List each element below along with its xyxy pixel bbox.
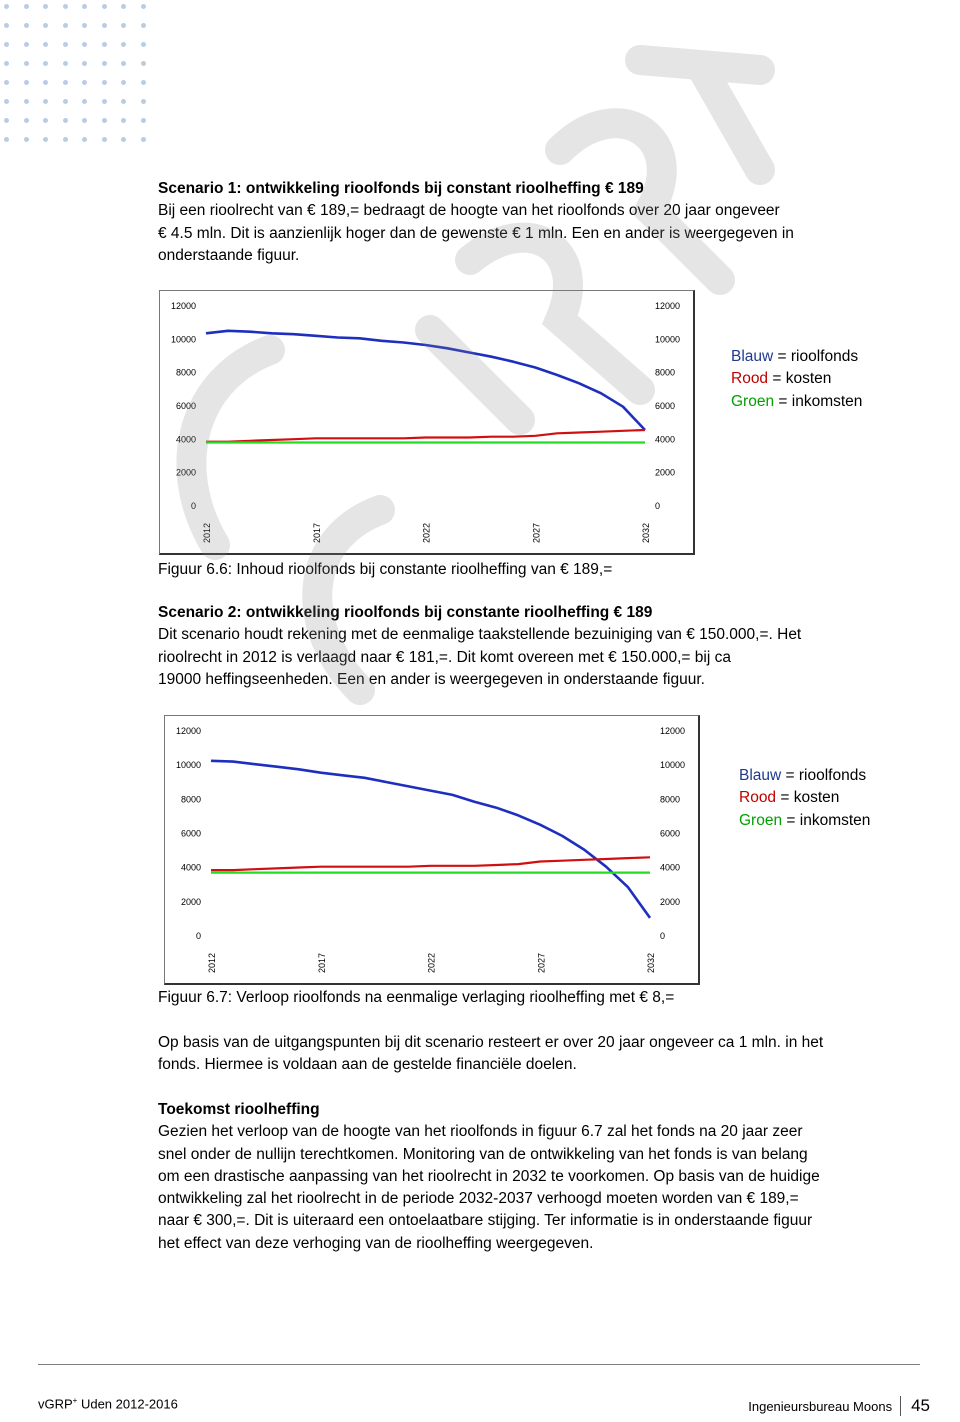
dot (141, 118, 146, 123)
legend-green (739, 810, 870, 832)
scenario-1-line: € 4.5 mln. Dit is aanzienlijk hoger dan de gewenste € 1 mln. Een en ander is weergegeven in (158, 224, 794, 242)
dot (24, 42, 29, 47)
footer-doc-suffix: Uden 2012-2016 (77, 1396, 178, 1412)
x-tick-label: 2032 (646, 952, 656, 973)
toekomst-line: naar € 300,=. Dit is uiteraard een ontoelaatbare stijging. Ter informatie is in onderstaande figuur (158, 1212, 813, 1230)
y-tick-label: 8000 (180, 794, 201, 805)
legend-blue-text: = rioolfonds (781, 767, 867, 784)
dot (82, 42, 87, 47)
series-line-blue (206, 331, 645, 430)
conclusion-line: Op basis van de uitgangspunten bij dit scenario resteert er over 20 jaar ongeveer ca 1 mln. in het (158, 1034, 824, 1051)
scenario-2-line: rioolrecht in 2012 is verlaagd naar € 181,=. Dit komt overeen met € 150.000,= bij ca (158, 648, 731, 666)
scenario-1-line: onderstaande figuur. (158, 246, 300, 264)
conclusion-line: fonds. Hiermee is voldaan aan de gestelde financiële doelen. (158, 1056, 577, 1074)
dot (121, 99, 126, 104)
dot (43, 4, 48, 9)
watermark-stroke (640, 60, 760, 170)
scenario-1-text (158, 178, 888, 267)
dot (4, 80, 9, 85)
dot (102, 118, 107, 123)
y-tick-label-right: 2000 (660, 896, 681, 907)
y-tick-label: 2000 (175, 467, 196, 478)
x-tick-label: 2022 (421, 522, 432, 543)
scenario-2-heading: Scenario 2: ontwikkeling rioolfonds bij constante rioolheffing € 189 (158, 604, 653, 621)
y-tick-label-right: 0 (655, 501, 661, 511)
y-tick-label: 12000 (175, 726, 201, 736)
legend-red-text: = kosten (776, 789, 840, 807)
y-tick-label-right: 8000 (655, 367, 676, 378)
y-tick-label-right: 4000 (655, 434, 676, 445)
dot (24, 61, 29, 66)
x-tick-label: 2032 (641, 522, 651, 543)
y-tick-label: 2000 (180, 896, 201, 907)
legend-blue-word: Blauw (739, 767, 782, 784)
legend-green-word: Groen (731, 392, 775, 410)
footer-rule (38, 1364, 920, 1365)
scenario-2-line: 19000 heffingseenheden. Een en ander is weergegeven in onderstaande figuur. (158, 670, 705, 688)
dot (141, 137, 146, 142)
chart-figure-6-6 (159, 290, 695, 555)
series-line-blue (211, 761, 650, 918)
y-tick-label-right: 8000 (660, 794, 681, 805)
toekomst-heading: Toekomst rioolheffing (158, 1101, 320, 1118)
y-tick-label: 0 (195, 931, 201, 941)
dot (4, 118, 9, 123)
dot (24, 99, 29, 104)
toekomst-line: snel onder de nullijn terechtkomen. Monitoring van de ontwikkeling van het fonds is van belang (158, 1145, 808, 1163)
page-number: 45 (911, 1396, 930, 1415)
legend-blue-text: = rioolfonds (773, 348, 859, 365)
y-tick-label: 10000 (175, 760, 201, 771)
dot (82, 23, 87, 28)
x-tick-label: 2022 (426, 952, 437, 973)
y-tick-label-right: 6000 (655, 401, 676, 411)
legend-red-word: Rood (731, 370, 769, 388)
toekomst-line: ontwikkeling zal het rioolrecht in de periode 2032-2037 verhoogd moeten worden van € 189,= (158, 1190, 799, 1208)
dot (141, 42, 146, 47)
footer-separator (900, 1396, 901, 1416)
series-line-red (206, 430, 645, 442)
dot (141, 23, 146, 28)
scenario-1-line: Bij een rioolrecht van € 189,= bedraagt de hoogte van het rioolfonds over 20 jaar ongeveer (158, 202, 780, 220)
dot (82, 80, 87, 85)
conclusion-text (158, 1032, 888, 1077)
chart-legend (739, 765, 870, 832)
y-tick-label: 10000 (170, 334, 196, 345)
legend-blue-word: Blauw (731, 348, 774, 365)
toekomst-line: om een drastische aanpassing van het rioolrecht in 2032 te voorkomen. Op basis van de huidige (158, 1167, 820, 1185)
y-tick-label-right: 12000 (660, 726, 686, 736)
dot (141, 4, 146, 9)
dot (63, 80, 68, 85)
legend-green (731, 391, 862, 413)
legend-red (739, 787, 870, 809)
dot (63, 99, 68, 104)
dot (121, 42, 126, 47)
dot (102, 42, 107, 47)
y-tick-label-right: 10000 (660, 760, 686, 771)
dot (121, 80, 126, 85)
dot (82, 137, 87, 142)
dot (102, 4, 107, 9)
figure-6-7-caption: Figuur 6.7: Verloop rioolfonds na eenmalige verlaging rioolheffing met € 8,= (158, 989, 675, 1006)
footer-right (748, 1396, 930, 1416)
x-tick-label: 2017 (311, 522, 322, 543)
y-tick-label-right: 4000 (660, 862, 681, 873)
dot (102, 80, 107, 85)
dot (43, 23, 48, 28)
dot (121, 23, 126, 28)
legend-green-text: = inkomsten (774, 392, 863, 410)
y-tick-label: 8000 (175, 367, 196, 378)
dot (24, 137, 29, 142)
y-tick-label-right: 12000 (655, 301, 681, 311)
legend-red-word: Rood (739, 789, 777, 807)
dot (4, 42, 9, 47)
y-tick-label-right: 6000 (660, 828, 681, 839)
legend-blue (731, 346, 862, 368)
dot (43, 80, 48, 85)
x-tick-label: 2017 (316, 952, 327, 973)
dot (63, 42, 68, 47)
footer-company: Ingenieursbureau Moons (748, 1398, 893, 1414)
y-tick-label-right: 2000 (655, 467, 676, 478)
dot (82, 61, 87, 66)
x-tick-label: 2027 (531, 522, 542, 543)
dot (43, 42, 48, 47)
chart-svg (160, 291, 693, 553)
dot (102, 23, 107, 28)
dot (141, 61, 146, 66)
y-tick-label-right: 10000 (655, 334, 681, 345)
dot (82, 118, 87, 123)
figure-6-6-caption: Figuur 6.6: Inhoud rioolfonds bij constante rioolheffing van € 189,= (158, 561, 613, 578)
legend-red (731, 368, 862, 390)
series-line-red (211, 857, 650, 870)
y-tick-label: 6000 (180, 828, 201, 839)
dot (24, 118, 29, 123)
x-tick-label: 2027 (536, 952, 547, 973)
y-tick-label: 4000 (175, 434, 196, 445)
dot (24, 23, 29, 28)
y-tick-label: 12000 (170, 301, 196, 311)
y-tick-label: 6000 (175, 401, 196, 411)
dot (4, 137, 9, 142)
footer-doc-prefix: vGRP (38, 1396, 73, 1412)
y-tick-label: 0 (190, 501, 196, 511)
dot (63, 137, 68, 142)
dot (63, 23, 68, 28)
dot (24, 4, 29, 9)
y-tick-label-right: 0 (660, 931, 666, 941)
dot (43, 137, 48, 142)
chart-svg (165, 716, 698, 983)
toekomst-line: Gezien het verloop van de hoogte van het rioolfonds in figuur 6.7 zal het fonds na 20 jaar zeer (158, 1123, 803, 1141)
dot (63, 61, 68, 66)
legend-blue (739, 765, 870, 787)
footer-left (38, 1396, 178, 1411)
dot (82, 99, 87, 104)
scenario-2-line: Dit scenario houdt rekening met de eenmalige taakstellende bezuiniging van € 150.000,=. Het (158, 626, 802, 644)
legend-red-text: = kosten (768, 370, 832, 388)
dot (43, 61, 48, 66)
dot (4, 99, 9, 104)
scenario-1-heading: Scenario 1: ontwikkeling rioolfonds bij constant rioolheffing € 189 (158, 180, 644, 197)
x-tick-label: 2012 (207, 952, 217, 973)
toekomst-line: het effect van deze verhoging van de rioolheffing weergegeven. (158, 1234, 594, 1252)
dot (102, 99, 107, 104)
chart-figure-6-7 (164, 715, 700, 985)
dot (121, 118, 126, 123)
scenario-2-text (158, 602, 888, 691)
dot (102, 137, 107, 142)
dot (4, 4, 9, 9)
dot (63, 4, 68, 9)
dot (102, 61, 107, 66)
dot (43, 118, 48, 123)
dot (4, 61, 9, 66)
y-tick-label: 4000 (180, 862, 201, 873)
dot (121, 4, 126, 9)
footer-doc-sup: + (72, 1396, 78, 1405)
dot (82, 4, 87, 9)
dot (121, 61, 126, 66)
chart-legend (731, 346, 862, 413)
dot (141, 99, 146, 104)
toekomst-text (158, 1099, 888, 1255)
dot (63, 118, 68, 123)
dot (4, 23, 9, 28)
dot (43, 99, 48, 104)
x-tick-label: 2012 (202, 522, 212, 543)
dot (121, 137, 126, 142)
dot (24, 80, 29, 85)
legend-green-word: Groen (739, 811, 783, 829)
legend-green-text: = inkomsten (782, 811, 871, 829)
dot (141, 80, 146, 85)
